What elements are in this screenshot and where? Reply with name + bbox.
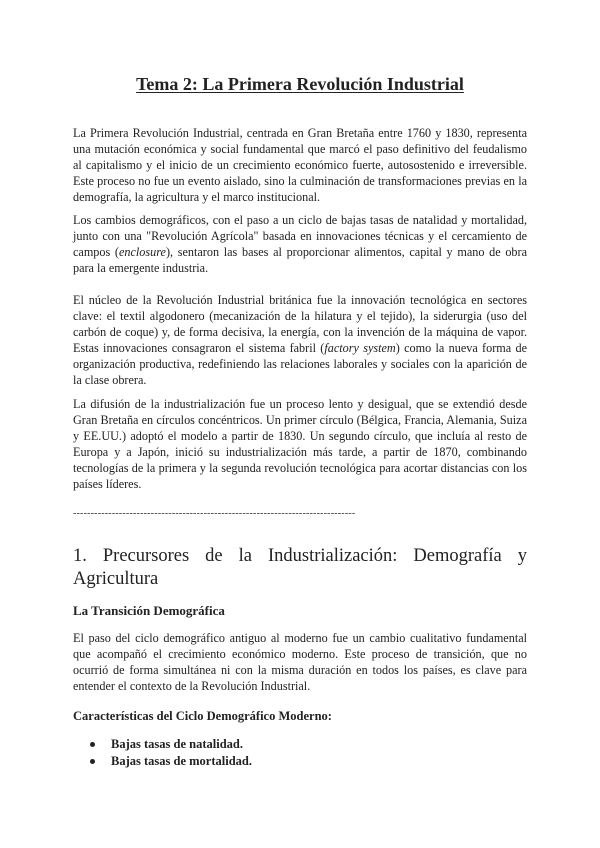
list-item: Bajas tasas de mortalidad.	[90, 753, 252, 770]
paragraph-innovation	[73, 293, 527, 388]
paragraph-text: ) como la nueva forma de organización productiva, redefiniendo las relaciones laborales y sociales con la aparición de la clase obrera.	[73, 340, 527, 387]
bullet-list	[90, 736, 252, 770]
subsection-heading: La Transición Demográfica	[73, 603, 225, 618]
separator-line: --------------------------------------------------------------------------------	[73, 508, 356, 519]
paragraph-intro: La Primera Revolución Industrial, centrada en Gran Bretaña entre 1760 y 1830, representa una mutación económica y social fundamental que marcó el paso definitivo del feudalismo al capitalismo y el inicio de un crecimiento económico fuerte, autosostenido e irreversible. Este proceso no fue un evento aislado, sino la culminación de transformaciones previas en la demografía, la agricultura y el marco institucional.	[73, 126, 527, 204]
paragraph-demography	[73, 213, 527, 277]
list-item: Bajas tasas de natalidad.	[90, 736, 252, 753]
paragraph-transition: El paso del ciclo demográfico antiguo al moderno fue un cambio cualitativo fundamental que acompañó el crecimiento económico moderno. Este proceso de transición, que no ocurrió de forma simultánea ni con la misma duración en todos los países, es clave para entender el contexto de la Revolución Industrial.	[73, 631, 527, 693]
paragraph-diffusion: La difusión de la industrialización fue un proceso lento y desigual, que se extendió desde Gran Bretaña en círculos concéntricos. Un primer círculo (Bélgica, Francia, Alemania, Suiza y EE.UU.) adoptó el modelo a partir de 1830. Un segundo círculo, que incluía al resto de Europa y a Japón, inició su industrialización más tarde, a partir de 1870, combinando tecnologías de la primera y la segunda revolución tecnológica para acortar distancias con los países líderes.	[73, 397, 527, 491]
paragraph-text: Los cambios demográficos, con el paso a un ciclo de bajas tasas de natalidad y mortalidad, junto con una "Revolución Agrícola" basada en innovaciones técnicas y el cercamiento de campos (	[73, 213, 527, 259]
list-heading: Características del Ciclo Demográfico Moderno:	[73, 709, 332, 723]
paragraph-text: El núcleo de la Revolución Industrial británica fue la innovación tecnológica en sectores clave: el textil algodonero (mecanización de la hilatura y el tejido), la siderurgia (uso del carbón de coque) y, de forma decisiva, la energía, con la invención de la máquina de vapor. Estas innovaciones consagraron el sistema fabril (	[73, 293, 527, 355]
paragraph-text: ), sentaron las bases al proporcionar alimentos, capital y mano de obra para la emergente industria.	[73, 244, 527, 275]
page-title: Tema 2: La Primera Revolución Industrial	[136, 74, 464, 94]
paragraph-emphasis: enclosure	[119, 244, 166, 259]
section-heading: 1. Precursores de la Industrialización: Demografía y Agricultura	[73, 546, 527, 589]
paragraph-emphasis: factory system	[324, 340, 396, 355]
